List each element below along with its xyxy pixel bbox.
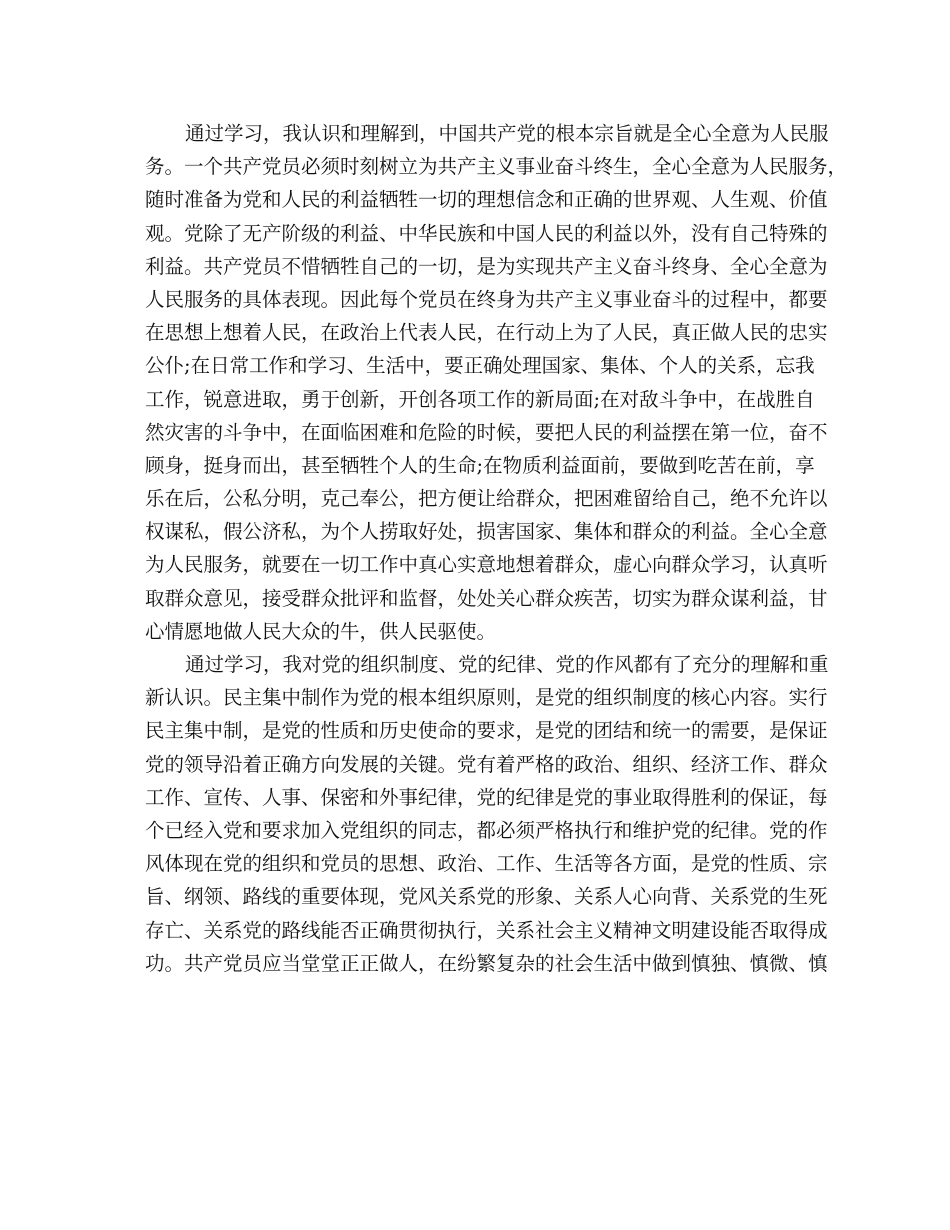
text-line: 个已经入党和要求加入党组织的同志，都必须严格执行和维护党的纪律。党的作 <box>145 818 828 842</box>
text-line: 风体现在党的组织和党员的思想、政治、工作、生活等各方面，是党的性质、宗 <box>145 852 828 876</box>
text-line: 通过学习，我认识和理解到，中国共产党的根本宗旨就是全心全意为人民服 <box>185 122 829 145</box>
document-body <box>145 117 848 980</box>
text-line: 工作，锐意进取，勇于创新，开创各项工作的新局面;在对敌斗争中，在战胜自 <box>145 387 815 411</box>
text-line: 务。一个共产党员必须时刻树立为共产主义事业奋斗终生，全心全意为人民服务， <box>145 155 848 179</box>
text-line: 顾身，挺身而出，甚至牺牲个人的生命;在物质利益面前，要做到吃苦在前，享 <box>145 453 815 477</box>
text-line: 然灾害的斗争中，在面临困难和危险的时候，要把人民的利益摆在第一位，奋不 <box>145 420 828 444</box>
text-line: 通过学习，我对党的组织制度、党的纪律、党的作风都有了充分的理解和重 <box>185 653 829 676</box>
text-line: 存亡、关系党的路线能否正确贯彻执行，关系社会主义精神文明建设能否取得成 <box>145 918 828 942</box>
text-line: 在思想上想着人民，在政治上代表人民，在行动上为了人民，真正做人民的忠实 <box>145 321 828 345</box>
text-line: 权谋私，假公济私，为个人捞取好处，损害国家、集体和群众的利益。全心全意 <box>145 520 828 544</box>
text-line: 利益。共产党员不惜牺牲自己的一切，是为实现共产主义奋斗终身、全心全意为 <box>145 254 828 278</box>
text-line: 人民服务的具体表现。因此每个党员在终身为共产主义事业奋斗的过程中，都要 <box>145 287 828 311</box>
text-line: 取群众意见，接受群众批评和监督，处处关心群众疾苦，切实为群众谋利益，甘 <box>145 586 828 610</box>
text-line: 乐在后，公私分明，克己奉公，把方便让给群众，把困难留给自己，绝不允许以 <box>145 487 828 511</box>
text-line: 党的领导沿着正确方向发展的关键。党有着严格的政治、组织、经济工作、群众 <box>145 752 828 776</box>
paragraph-2 <box>145 648 829 980</box>
text-line: 新认识。民主集中制作为党的根本组织原则，是党的组织制度的核心内容。实行 <box>145 686 828 710</box>
text-line: 民主集中制，是党的性质和历史使命的要求，是党的团结和统一的需要，是保证 <box>145 719 828 743</box>
text-line: 功。共产党员应当堂堂正正做人，在纷繁复杂的社会生活中做到慎独、慎微、慎 <box>145 951 828 975</box>
text-line: 观。党除了无产阶级的利益、中华民族和中国人民的利益以外，没有自己特殊的 <box>145 221 828 245</box>
text-line: 工作、宣传、人事、保密和外事纪律，党的纪律是党的事业取得胜利的保证，每 <box>145 785 828 809</box>
text-line: 为人民服务，就要在一切工作中真心实意地想着群众，虚心向群众学习，认真听 <box>145 553 828 577</box>
text-line: 心情愿地做人民大众的牛，供人民驱使。 <box>145 619 497 643</box>
paragraph-1 <box>145 117 848 648</box>
text-line: 旨、纲领、路线的重要体现，党风关系党的形象、关系人心向背、关系党的生死 <box>145 885 828 909</box>
text-line: 公仆;在日常工作和学习、生活中，要正确处理国家、集体、个人的关系，忘我 <box>145 354 815 378</box>
text-line: 随时准备为党和人民的利益牺牲一切的理想信念和正确的世界观、人生观、价值 <box>145 188 828 212</box>
